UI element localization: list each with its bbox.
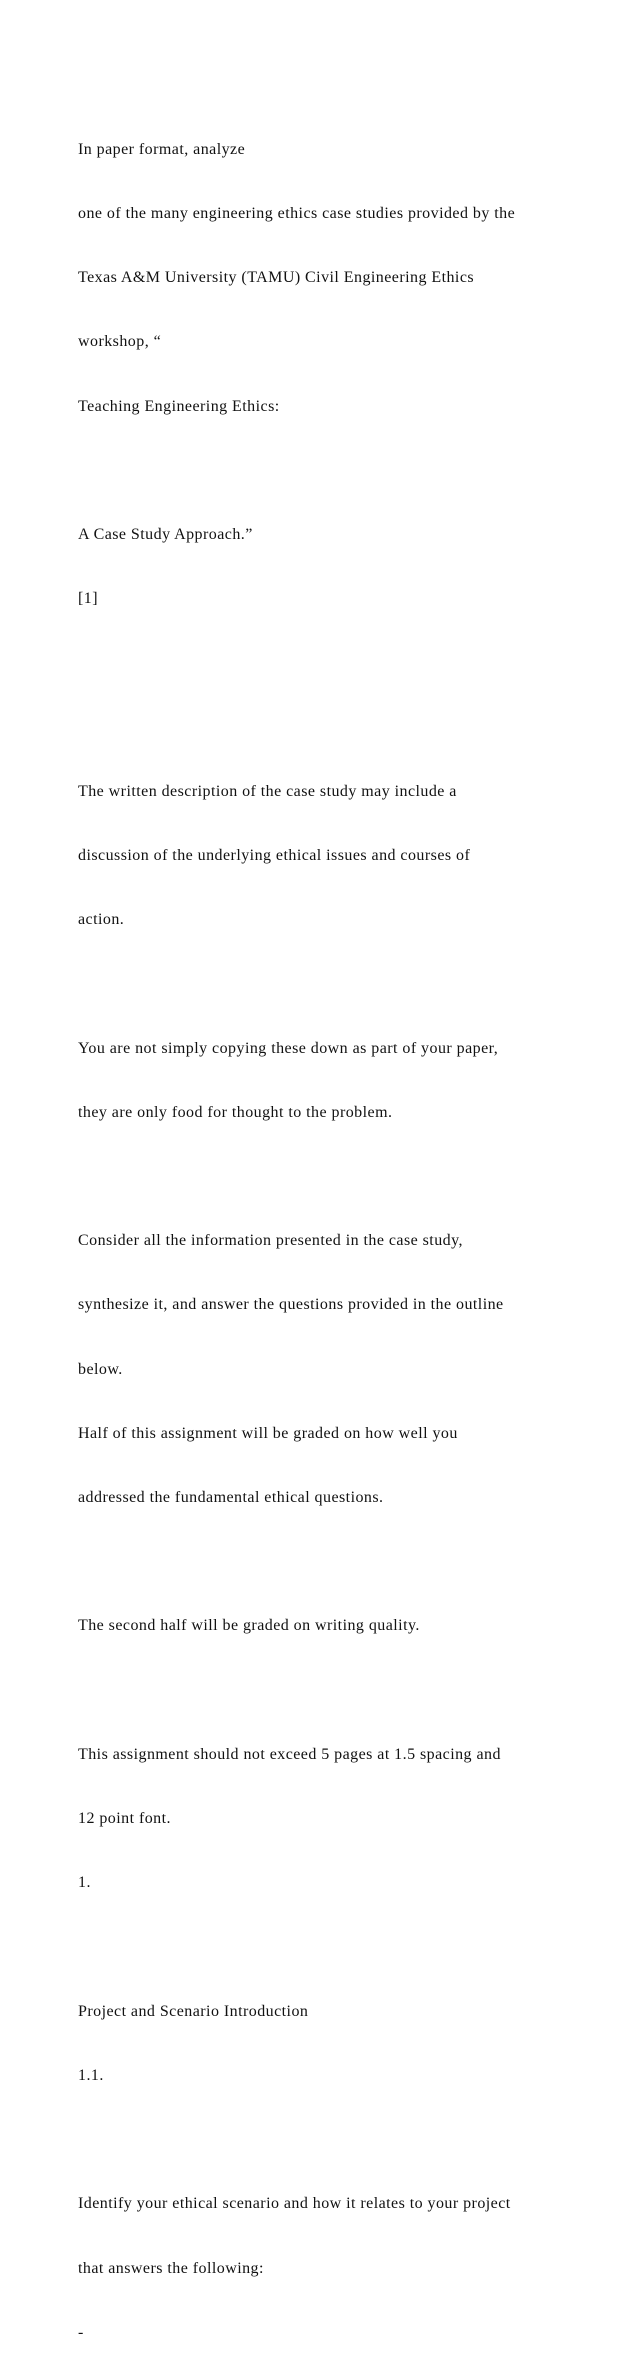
- text-line: 12 point font.: [78, 1810, 171, 1828]
- section-number: 1.: [78, 1874, 91, 1892]
- blank-line: [78, 1166, 618, 1187]
- blank-line: [78, 460, 618, 481]
- text-line: Consider all the information presented in the case study,: [78, 1232, 463, 1250]
- text-line: they are only food for thought to the problem.: [78, 1103, 393, 1121]
- blank-line: [78, 2129, 618, 2150]
- text-line: You are not simply copying these down as part of your paper,: [78, 1039, 499, 1057]
- subsection-number: 1.1.: [78, 2066, 104, 2084]
- blank-line: [78, 717, 618, 738]
- text-line: addressed the fundamental ethical questions.: [78, 1489, 384, 1507]
- text-line: discussion of the underlying ethical issues and courses of: [78, 847, 471, 865]
- text-line: below.: [78, 1360, 123, 1378]
- blank-line: [78, 1937, 618, 1958]
- list-bullet: -: [78, 2323, 84, 2341]
- blank-line: [78, 1680, 618, 1701]
- text-line: action.: [78, 911, 125, 929]
- text-line: one of the many engineering ethics case studies provided by the: [78, 205, 516, 223]
- text-line: Texas A&M University (TAMU) Civil Engineering Ethics: [78, 269, 475, 287]
- text-line: workshop, “: [78, 333, 162, 351]
- text-line: A Case Study Approach.”: [78, 526, 253, 544]
- blank-line: [78, 652, 618, 673]
- text-line: In paper format, analyze: [78, 140, 246, 158]
- text-line: synthesize it, and answer the questions provided in the outline: [78, 1296, 504, 1314]
- section-heading: Project and Scenario Introduction: [78, 2002, 309, 2020]
- text-line: The second half will be graded on writing quality.: [78, 1617, 420, 1635]
- text-line: Half of this assignment will be graded on how well you: [78, 1424, 458, 1442]
- text-line: Teaching Engineering Ethics:: [78, 397, 280, 415]
- document-page: [78, 96, 618, 2365]
- text-line: This assignment should not exceed 5 pages at 1.5 spacing and: [78, 1745, 501, 1763]
- reference-marker: [1]: [78, 590, 99, 608]
- text-line: that answers the following:: [78, 2259, 264, 2277]
- text-line: The written description of the case study may include a: [78, 782, 457, 800]
- blank-line: [78, 973, 618, 994]
- text-line: Identify your ethical scenario and how it relates to your project: [78, 2195, 511, 2213]
- blank-line: [78, 1551, 618, 1572]
